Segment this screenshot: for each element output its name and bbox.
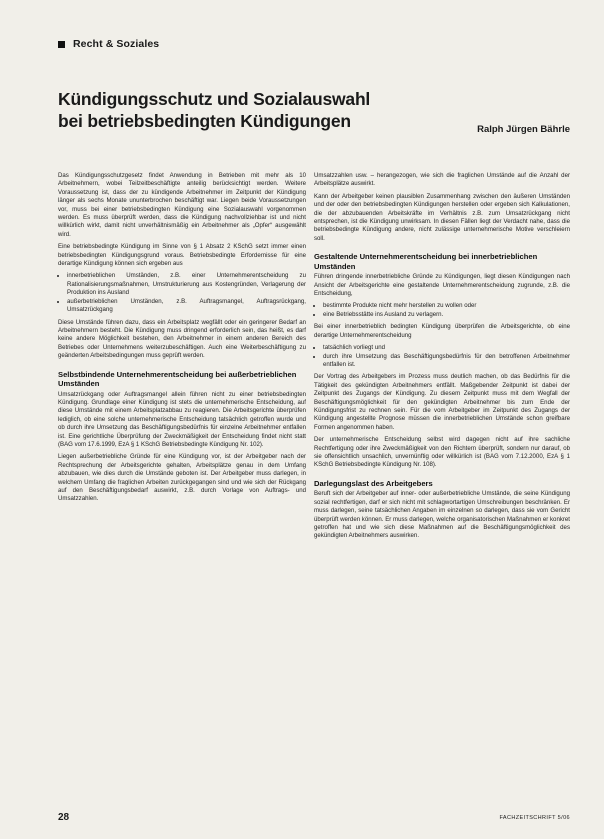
subheading: Darlegungslast des Arbeitgebers — [314, 478, 433, 488]
author-name: Ralph Jürgen Bährle — [477, 124, 570, 135]
list-item: • außerbetrieblichen Umständen, z.B. Auftragsmangel, Auftragsrückgang, Umsatzrückgang — [67, 298, 306, 315]
section-label: Recht & Soziales — [73, 38, 160, 50]
left-column — [58, 172, 306, 508]
list-item: • durch ihre Umsetzung das Beschäftigungsbedürfnis für den betroffenen Arbeitnehmer entfallen ist. — [323, 353, 570, 370]
section-header — [58, 38, 159, 50]
article-title — [58, 88, 378, 132]
paragraph: Beruft sich der Arbeitgeber auf inner- oder außerbetriebliche Umstände, die seine Kündigung sozial rechtfertigen, darf er sich nicht mit schlagwortartigen Umschreibungen beschränken. Er muss darlegen, seine tatsächlichen Angaben im einzelnen so darlegen, dass sie vom Gericht überprüft werden können. Er muss darlegen, welche organisatorischen Maßnahmen er konkret getroffen hat und wie sich diese Maßnahmen auf die Beschäftigungsmöglichkeit des gekündigten Arbeitnehmers auswirken. — [314, 490, 570, 540]
subheading: Gestaltende Unternehmerentscheidung bei innerbetrieblichen Umständen — [314, 252, 538, 271]
bullet-list — [314, 344, 570, 369]
paragraph: Diese Umstände führen dazu, dass ein Arbeitsplatz wegfällt oder ein geringerer Bedarf an Arbeitnehmern besteht. Die Kündigung muss dringend erforderlich sein, das heißt, es darf keine andere Möglichkeit bestehen, den Arbeitnehmer in einem anderen Bereich des Betriebes oder Unternehmens weiterzubeschäftigen. Auch eine Weiterbeschäftigung zu geänderten Arbeitsbedingungen muss geprüft werden. — [58, 318, 306, 360]
journal-footer: FACHZEITSCHRIFT 5/06 — [499, 815, 570, 821]
title-line-1: Kündigungsschutz und Sozialauswahl — [58, 89, 371, 109]
paragraph: Eine betriebsbedingte Kündigung im Sinne von § 1 Absatz 2 KSchG setzt immer einen betriebsbedingten Kündigungsgrund voraus. Betriebsbedingte Erfordernisse für eine derartige Kündigung können sich ergeben aus — [58, 243, 306, 268]
section-square-icon — [58, 41, 65, 48]
paragraph: Führen dringende innerbetriebliche Gründe zu Kündigungen, liegt diesen Kündigungen nach Ansicht der Arbeitsgerichte eine gestaltende Unternehmerentscheidung zugrunde, z.B. die Entscheidung, — [314, 273, 570, 298]
page-number: 28 — [58, 812, 70, 823]
paragraph: Bei einer innerbetrieblich bedingten Kündigung überprüfen die Arbeitsgerichte, ob eine derartige Unternehmerentscheidung — [314, 323, 570, 339]
paragraph: Kann der Arbeitgeber keinen plausiblen Zusammenhang zwischen den äußeren Umständen und der oder den betriebsbedingten Kündigungen herstellen oder ergeben sich Kalkulationen, die der abzubauenden Arbeitskräfte im Verhältnis z.B. zum Umsatzrückgang nicht entsprechen, ist die Kündigung unwirksam. In diesen Fällen liegt der Verdacht nahe, dass die betriebsbedingte Kündigung andere, nicht zulässige unternehmerische Motive verschleiern soll. — [314, 192, 570, 242]
list-item: • eine Betriebsstätte ins Ausland zu verlagern. — [323, 311, 570, 319]
title-line-2: bei betriebsbedingten Kündigungen — [58, 111, 351, 131]
list-item: • tatsächlich vorliegt und — [323, 344, 570, 352]
bullet-list — [58, 272, 306, 314]
list-item: • bestimmte Produkte nicht mehr herstellen zu wollen oder — [323, 302, 570, 310]
paragraph: Der unternehmerische Entscheidung selbst wird dagegen nicht auf ihre sachliche Rechtfertigung oder ihre Zweckmäßigkeit von den Richtern überprüft, sondern nur darauf, ob sie offensichtlich unsachlich, unvernünftig oder willkürlich ist (BAG vom 7.12.2000, EzA § 1 KSchG Betriebsbedingte Kündigung Nr. 108). — [314, 436, 570, 469]
subheading: Selbstbindende Unternehmerentscheidung bei außerbetrieblichen Umständen — [58, 369, 297, 389]
bullet-list — [314, 302, 570, 319]
paragraph: Der Vortrag des Arbeitgebers im Prozess muss deutlich machen, ob das Bedürfnis für die Tätigkeit des gekündigten Arbeitnehmers entfällt. Maßgebender Zeitpunkt ist dabei der Zeitpunkt des Zugangs der Kündigung. Zu diesem Zeitpunkt muss mit dem Wegfall der Beschäftigungsmöglichkeit für den gekündigten Arbeitnehmer bis zum Ende der Kündigungsfrist zu rechnen sein. Für die vom Arbeitgeber im Zeitpunkt des Zugangs der Kündigung angestellte Prognose müssen die innerbetrieblichen Umstände schon greifbare Formen angenommen haben. — [314, 373, 570, 431]
paragraph: Umsatzrückgang oder Auftragsmangel allein führen nicht zu einer betriebsbedingten Kündigung. Grundlage einer Kündigung ist stets die unternehmerische Entscheidung, auf diese Umstände mit einem Arbeitsplatzabbau zu reagieren. Die Arbeitsgerichte überprüfen lediglich, ob eine solche unternehmerische Entscheidung tatsächlich getroffen wurde und ob durch ihre Umsetzung das Beschäftigungsbedürfnis für einzelne Arbeitnehmer entfallen ist. Eine gerichtliche Überprüfung der Zweckmäßigkeit der Entscheidung findet nicht statt (BAG vom 17.6.1999, EzA § 1 KSchG Betriebsbedingte Kündigung Nr. 102). — [58, 390, 306, 448]
list-item: • innerbetrieblichen Umständen, z.B. einer Unternehmerentscheidung zu Rationalisierungsmaßnahmen, Umstrukturierung aus Kostengründen, Verlagerung der Produktion ins Ausland — [67, 272, 306, 297]
paragraph: Umsatzzahlen usw. – herangezogen, wie sich die fraglichen Umstände auf die Anzahl der Arbeitsplätze auswirkt. — [314, 172, 570, 188]
paragraph: Das Kündigungsschutzgesetz findet Anwendung in Betrieben mit mehr als 10 Arbeitnehmern, wobei Teilzeitbeschäftigte anteilig berücksichtigt werden. Weitere Voraussetzung ist, dass der zu kündigende Arbeitnehmer im Zeitpunkt der Kündigung länger als sechs Monate ununterbrochen beschäftigt war. Liegen beide Voraussetzungen vor, muss bei einer betriebsbedingten Kündigung eine Sozialauswahl vorgenommen werden. Es muss überprüft werden, dass die Kündigung nachvollziehbar ist und nicht willkürlich wirkt, damit nicht unverhältnismäßig ein Arbeitnehmer als „Opfer“ ausgewählt wird. — [58, 172, 306, 238]
right-column — [314, 172, 570, 545]
paragraph: Liegen außerbetriebliche Gründe für eine Kündigung vor, ist der Arbeitgeber nach der Rechtsprechung der Arbeitsgerichte gehalten, Arbeitsplätze genau in dem Umfang abzubauen, wie dies durch die Umstände geboten ist. Der Arbeitgeber muss darlegen, in welchem Umfang die fraglichen Arbeiten zurückgegangen sind und wie sich der Rückgang auf den Beschäftigungsbedarf auswirkt, z.B. durch Vorlage von Auftrags- und Umsatzzahlen. — [58, 453, 306, 503]
